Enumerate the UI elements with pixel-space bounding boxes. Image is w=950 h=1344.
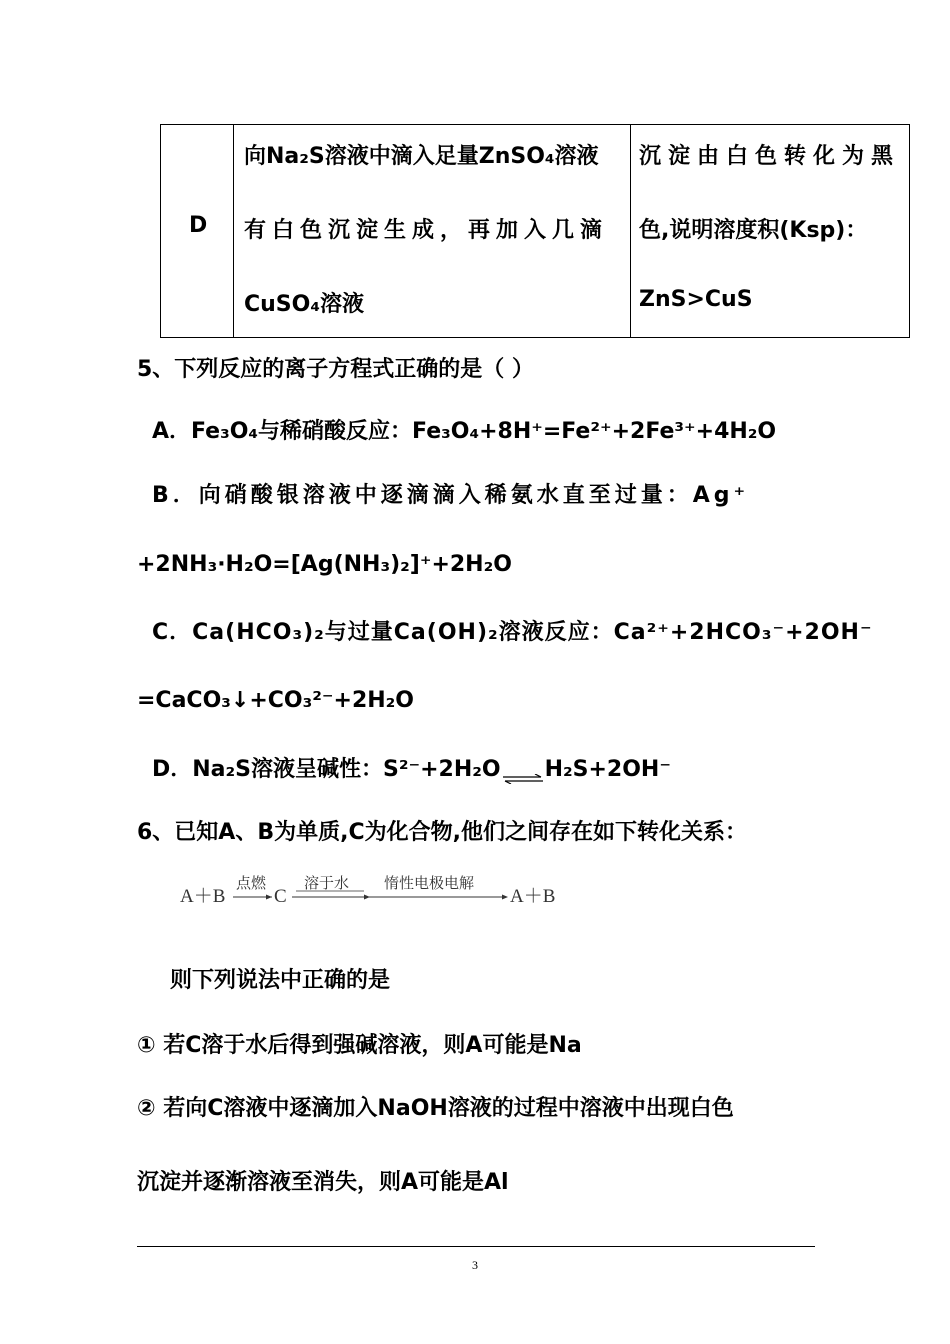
q5-stem: 5、下列反应的离子方程式正确的是（ ） [137, 357, 534, 382]
operation-line-3: CuSO₄溶液 [244, 292, 364, 317]
q5-option-c-line2: =CaCO₃↓+CO₃²⁻+2H₂O [137, 688, 414, 713]
q5-option-d-left: D．Na₂S溶液呈碱性：S²⁻+2H₂O [152, 757, 501, 782]
diagram-arrow1-label: 点燃 [236, 876, 267, 892]
q6-statement-1: ① 若C溶于水后得到强碱溶液，则A可能是Na [137, 1033, 582, 1058]
q6-statement-2-line1: ② 若向C溶液中逐滴加入NaOH溶液的过程中溶液中出现白色 [137, 1096, 734, 1121]
q6-stem: 6、已知A、B为单质,C为化合物,他们之间存在如下转化关系： [137, 820, 747, 845]
q5-option-c-line1: C．Ca(HCO₃)₂与过量Ca(OH)₂溶液反应：Ca²⁺+2HCO₃⁻+2OH⁻ [152, 620, 873, 645]
q5-option-a: A．Fe₃O₄与稀硝酸反应：Fe₃O₄+8H⁺=Fe²⁺+2Fe³⁺+4H₂O [152, 419, 777, 444]
footer-divider [137, 1246, 815, 1247]
table-cell-operation [234, 125, 631, 337]
q5-option-d [152, 752, 671, 783]
table-cell-option [161, 125, 234, 337]
conclusion-line-3: ZnS>CuS [639, 287, 753, 312]
diagram-start: A＋B [180, 886, 226, 907]
diagram-end: A＋B [510, 886, 556, 907]
q6-statement-2-line2: 沉淀并逐渐溶液至消失，则A可能是Al [137, 1170, 509, 1195]
diagram-arrow1-head [266, 895, 272, 900]
q5-option-b-line2: +2NH₃·H₂O=[Ag(NH₃)₂]⁺+2H₂O [137, 552, 512, 577]
page-number: 3 [472, 1258, 478, 1272]
equilibrium-arrow-icon [501, 765, 545, 775]
q5-option-d-right: H₂S+2OH⁻ [544, 757, 671, 782]
conclusion-line-2: 色,说明溶度积(Ksp)： [639, 218, 868, 243]
operation-line-1: 向Na₂S溶液中滴入足量ZnSO₄溶液 [244, 144, 599, 169]
q5-option-b-line1: B．向硝酸银溶液中逐滴滴入稀氨水直至过量：Ag⁺ [152, 483, 750, 508]
experiment-table-row [160, 124, 910, 338]
conversion-diagram [180, 868, 580, 913]
conclusion-line-1: 沉淀由白色转化为黑 [639, 144, 901, 169]
q6-prompt: 则下列说法中正确的是 [170, 968, 391, 993]
diagram-arrow3-label: 惰性电极电解 [384, 876, 475, 892]
diagram-arrow3-head [502, 895, 508, 900]
diagram-mid: C [274, 886, 287, 907]
operation-line-2: 有白色沉淀生成，再加入几滴 [244, 218, 609, 243]
diagram-arrow2-head [364, 895, 370, 900]
table-cell-conclusion [631, 125, 911, 337]
conversion-diagram-svg [180, 868, 580, 913]
option-letter: D [189, 213, 208, 238]
diagram-arrow2-label: 溶于水 [304, 876, 350, 892]
